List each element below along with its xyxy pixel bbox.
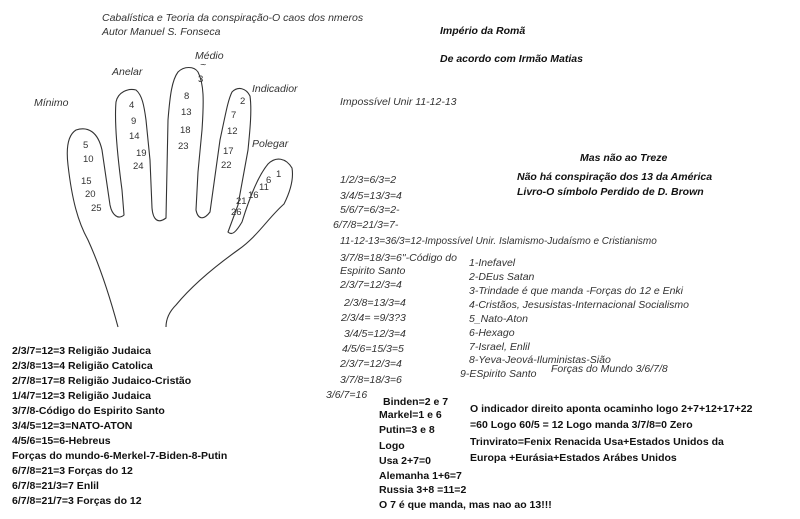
left-list-item: 4/5/6=15=6-Hebreus bbox=[12, 435, 111, 447]
forcas-do-mundo: Forças do Mundo 3/6/7/8 bbox=[551, 363, 668, 375]
line-11-12-13: 11-12-13=36/3=12-Impossível Unir. Islamismo-Judaísmo e Cristianismo bbox=[340, 236, 657, 247]
calc-mid-line: 3/4/5=12/3=4 bbox=[344, 328, 406, 340]
calc-mid-line: 4/5/6=15/3=5 bbox=[342, 343, 404, 355]
leader-line: Usa 2+7=0 bbox=[379, 455, 431, 467]
left-list-item: 6/7/8=21/3=7 Enlil bbox=[12, 480, 99, 492]
hand-outline bbox=[67, 68, 292, 328]
polegar-number: 16 bbox=[248, 190, 259, 201]
minimo-number: 20 bbox=[85, 189, 96, 200]
calc-mid-line: 3/6/7=16 bbox=[326, 389, 368, 401]
leader-line: Markel=1 e 6 bbox=[379, 409, 442, 421]
numbered-list-item: 8-Yeva-Jeová-Iluministas-Sião bbox=[469, 354, 611, 366]
espirito-santo-label: Espirito Santo bbox=[340, 265, 406, 277]
anelar-number: 14 bbox=[129, 131, 140, 142]
numbered-list-item: 4-Cristãos, Jesusistas-Internacional Socialismo bbox=[469, 299, 690, 311]
polegar-number: 21 bbox=[236, 196, 247, 207]
impossible-unite-line: Impossível Unir 11-12-13 bbox=[340, 96, 457, 108]
indicador-number: 7 bbox=[231, 110, 237, 121]
calc-mid-line: 3/7/8=18/3=6 bbox=[340, 374, 402, 386]
conspiracao-line: Não há conspiração dos 13 da América bbox=[517, 171, 713, 183]
numbered-list-item: 7-Israel, Enlil bbox=[469, 341, 530, 353]
bottom-right-line: O indicador direito aponta ocaminho logo 2+7+12+17+22 bbox=[470, 403, 753, 415]
polegar-number: 1 bbox=[276, 169, 282, 180]
anelar-number: 4 bbox=[129, 100, 135, 111]
indicador-number: 12 bbox=[227, 126, 238, 137]
leader-line: O 7 é que manda, mas nao ao 13!!! bbox=[379, 499, 552, 511]
medio-number: 23 bbox=[178, 141, 189, 152]
finger-label-polegar: Polegar bbox=[252, 138, 289, 150]
numbered-list-item: 5_Nato-Aton bbox=[469, 313, 528, 325]
leader-line: Alemanha 1+6=7 bbox=[379, 470, 462, 482]
polegar-number: 26 bbox=[231, 207, 242, 218]
mas-nao-ao-treze: Mas não ao Treze bbox=[580, 152, 668, 164]
calc-line: 1/2/3=6/3=2 bbox=[340, 174, 397, 186]
finger-label-medio: Médio bbox=[195, 50, 224, 62]
tilde-mark: ~ bbox=[200, 59, 207, 71]
left-list-item: 2/3/7=12=3 Religião Judaica bbox=[12, 345, 151, 357]
indicador-number: 17 bbox=[223, 146, 234, 157]
indicador-number: 2 bbox=[240, 96, 246, 107]
left-list-item: 6/7/8=21=3 Forças do 12 bbox=[12, 465, 133, 477]
medio-number: 13 bbox=[181, 107, 192, 118]
leader-line: Putin=3 e 8 bbox=[379, 424, 435, 436]
bottom-right-line: =60 Logo 60/5 = 12 Logo manda 3/7/8=0 Zero bbox=[470, 419, 693, 431]
numbered-list-item: 2-DEus Satan bbox=[469, 271, 535, 283]
author-line: Autor Manuel S. Fonseca bbox=[102, 26, 221, 38]
leader-line: Binden=2 e 7 bbox=[383, 396, 449, 408]
left-list-item: 1/4/7=12=3 Religião Judaica bbox=[12, 390, 151, 402]
left-list-item: 2/3/8=13=4 Religião Catolica bbox=[12, 360, 153, 372]
document-title: Cabalística e Teoria da conspiração-O caos dos nmeros bbox=[102, 12, 364, 24]
polegar-number: 6 bbox=[266, 175, 272, 186]
numbered-list-item: 6-Hexago bbox=[469, 327, 515, 339]
livro-line: Livro-O símbolo Perdido de D. Brown bbox=[517, 186, 704, 198]
espirito-santo-code: 3/7/8=18/3=6"-Código do bbox=[340, 252, 457, 264]
minimo-number: 15 bbox=[81, 176, 92, 187]
calc-mid-line: 2/3/7=12/3=4 bbox=[340, 279, 402, 291]
minimo-number: 25 bbox=[91, 203, 102, 214]
calc-mid-line: 2/3/7=12/3=4 bbox=[340, 358, 402, 370]
indicador-number: 22 bbox=[221, 160, 232, 171]
finger-label-minimo: Mínimo bbox=[34, 97, 69, 109]
medio-number: 8 bbox=[184, 91, 190, 102]
calc-line: 5/6/7=6/3=2- bbox=[340, 204, 400, 216]
finger-label-anelar: Anelar bbox=[112, 66, 143, 78]
calc-line: 3/4/5=13/3=4 bbox=[340, 190, 402, 202]
left-list-item: 3/7/8-Código do Espirito Santo bbox=[12, 405, 165, 417]
empire-heading: Império da Romã bbox=[440, 25, 526, 37]
calc-mid-line: 2/3/8=13/3=4 bbox=[344, 297, 406, 309]
calc-line: 6/7/8=21/3=7- bbox=[333, 219, 399, 231]
minimo-number: 5 bbox=[83, 140, 89, 151]
calc-mid-line: 2/3/4= =9/3?3 bbox=[341, 312, 406, 324]
left-list-item: 6/7/8=21/7=3 Forças do 12 bbox=[12, 495, 142, 507]
numbered-list-item: 9-ESpirito Santo bbox=[460, 368, 537, 380]
leader-line: Logo bbox=[379, 440, 405, 452]
bottom-right-line: Trinvirato=Fenix Renacida Usa+Estados Unidos da bbox=[470, 436, 724, 448]
finger-label-indicador: Indicadior bbox=[252, 83, 298, 95]
minimo-number: 10 bbox=[83, 154, 94, 165]
medio-number: 3 bbox=[198, 74, 204, 85]
medio-number: 18 bbox=[180, 125, 191, 136]
numbered-list-item: 3-Trindade é que manda -Forças do 12 e Enki bbox=[469, 285, 684, 297]
left-list-item: 3/4/5=12=3=NATO-ATON bbox=[12, 420, 133, 432]
leader-line: Russia 3+8 =11=2 bbox=[379, 484, 467, 496]
left-list-item: Forças do mundo-6-Merkel-7-Biden-8-Putin bbox=[12, 450, 228, 462]
bottom-right-line: Europa +Eurásia+Estados Arábes Unidos bbox=[470, 452, 677, 464]
anelar-number: 19 bbox=[136, 148, 147, 159]
left-list-item: 2/7/8=17=8 Religião Judaico-Cristão bbox=[12, 375, 192, 387]
brother-heading: De acordo com Irmão Matias bbox=[440, 53, 583, 65]
polegar-number: 11 bbox=[259, 182, 269, 193]
numbered-list-item: 1-Inefavel bbox=[469, 257, 516, 269]
anelar-number: 24 bbox=[133, 161, 144, 172]
anelar-number: 9 bbox=[131, 116, 137, 127]
